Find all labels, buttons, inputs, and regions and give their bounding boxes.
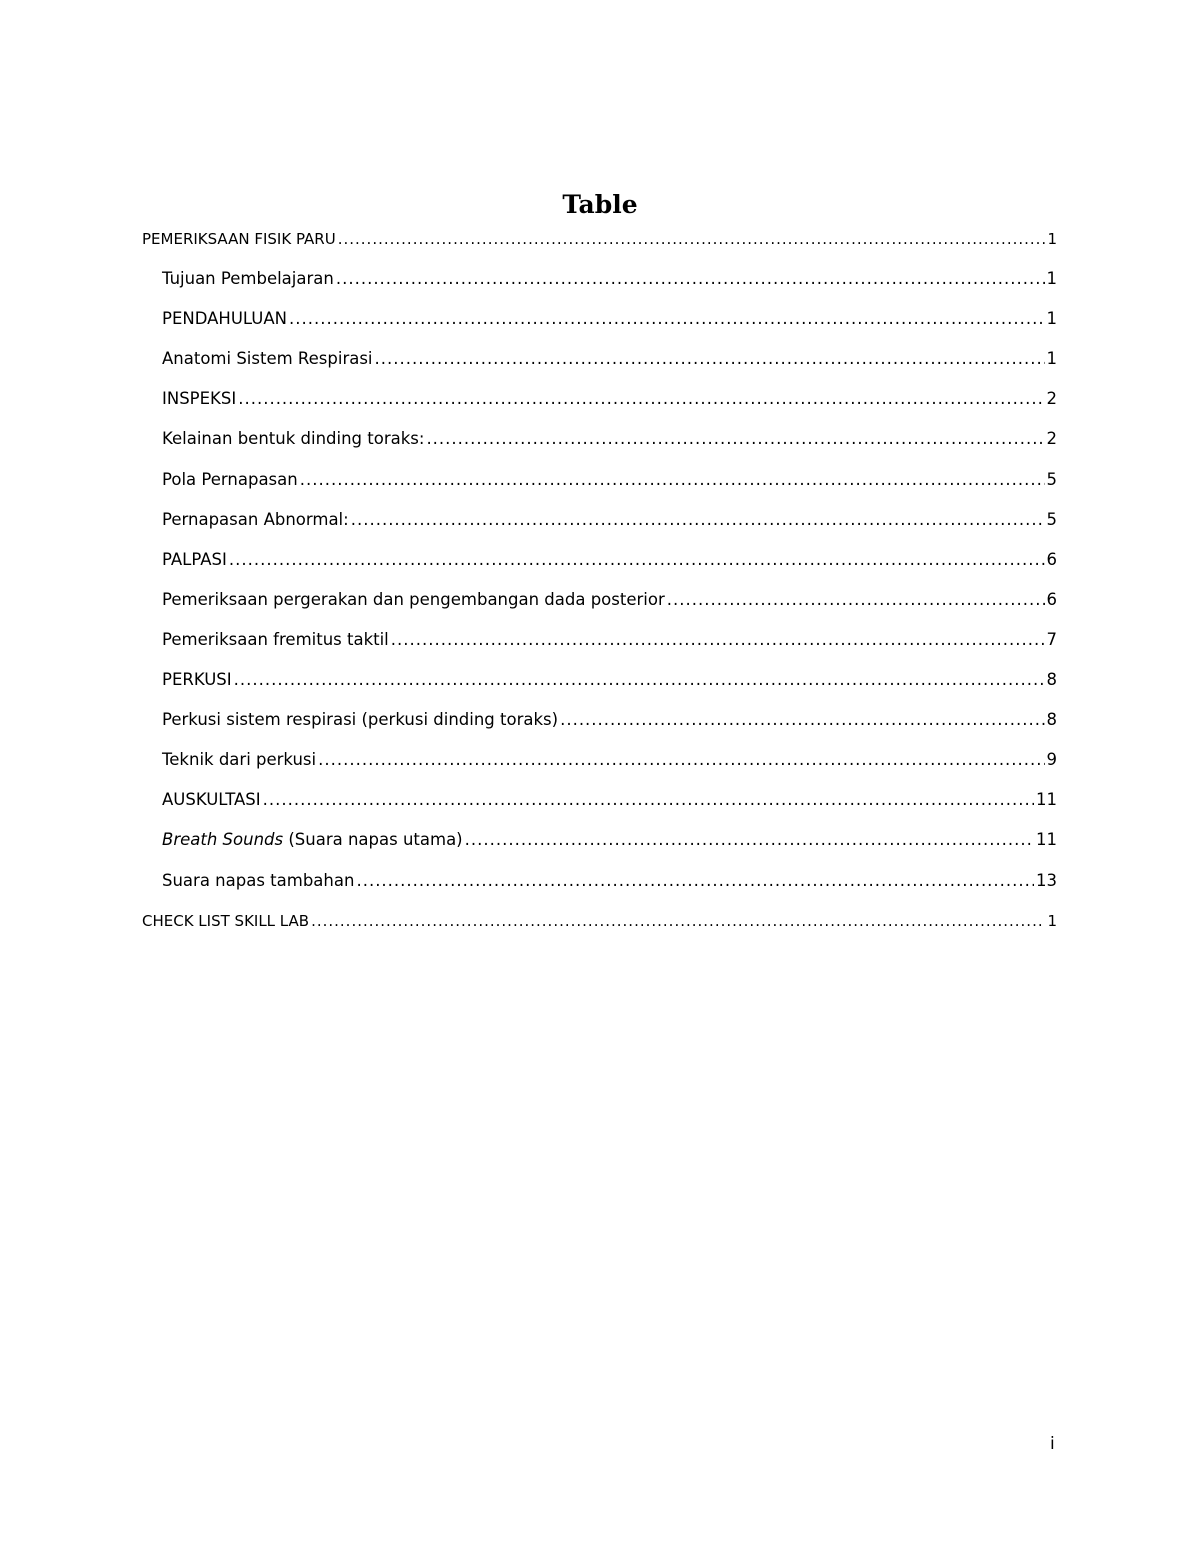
- toc-dot-leader: [351, 507, 1045, 533]
- toc-dot-leader: [263, 787, 1034, 813]
- toc-dot-leader: [318, 747, 1044, 773]
- toc-entry-page: 6: [1046, 589, 1057, 609]
- toc-entry-breath-sounds[interactable]: [142, 827, 1057, 867]
- toc-dot-leader: [426, 426, 1044, 452]
- toc-entry-label: Pola Pernapasan: [162, 469, 298, 489]
- toc-entry-page: 7: [1046, 629, 1057, 649]
- toc-entry-auskultasi[interactable]: [142, 787, 1057, 827]
- toc-dot-leader: [311, 908, 1045, 934]
- toc-entry-kelainan-bentuk-dinding-toraks[interactable]: [142, 426, 1057, 466]
- toc-entry-page: 1: [1046, 309, 1057, 329]
- toc-entry-perkusi-sistem-respirasi[interactable]: [142, 707, 1057, 747]
- toc-entry-label-italic: Breath Sounds: [162, 830, 284, 850]
- toc-entry-page: 5: [1046, 509, 1057, 529]
- toc-dot-leader: [238, 386, 1044, 412]
- toc-entry-page: 6: [1046, 549, 1057, 569]
- toc-dot-leader: [375, 346, 1045, 372]
- toc-dot-leader: [300, 467, 1045, 493]
- toc-entry-anatomi-sistem-respirasi[interactable]: [142, 346, 1057, 386]
- table-of-contents: [142, 226, 1057, 948]
- toc-entry-page: 1: [1047, 230, 1057, 248]
- toc-entry-label: CHECK LIST SKILL LAB: [142, 911, 310, 930]
- toc-entry-page: 2: [1046, 429, 1057, 449]
- toc-entry-palpasi[interactable]: [142, 547, 1057, 587]
- toc-entry-page: 11: [1036, 830, 1057, 850]
- toc-entry-page: 1: [1046, 349, 1057, 369]
- toc-entry-label: Pemeriksaan pergerakan dan pengembangan dada posterior: [162, 589, 665, 609]
- toc-entry-inspeksi[interactable]: [142, 386, 1057, 426]
- toc-entry-label: Pernapasan Abnormal:: [162, 509, 349, 529]
- toc-entry-label-rest: (Suara napas utama): [283, 830, 463, 850]
- toc-entry-label: PERKUSI: [162, 670, 232, 690]
- toc-entry-page: 13: [1036, 870, 1057, 890]
- toc-entry-page: 8: [1046, 670, 1057, 690]
- toc-entry-page: 1: [1046, 269, 1057, 289]
- toc-entry-check-list-skill-lab[interactable]: [142, 908, 1057, 948]
- toc-dot-leader: [229, 547, 1045, 573]
- toc-entry-label: Teknik dari perkusi: [162, 750, 317, 770]
- toc-entry-pernapasan-abnormal[interactable]: [142, 507, 1057, 547]
- toc-dot-leader: [336, 266, 1045, 292]
- toc-dot-leader: [560, 707, 1044, 733]
- toc-entry-label: AUSKULTASI: [162, 790, 261, 810]
- toc-entry-label: Anatomi Sistem Respirasi: [162, 349, 373, 369]
- page-number: i: [1050, 1434, 1055, 1454]
- toc-entry-label: Pemeriksaan fremitus taktil: [162, 629, 389, 649]
- toc-dot-leader: [356, 868, 1034, 894]
- toc-entry-label: PEMERIKSAAN FISIK PARU: [142, 230, 336, 248]
- toc-entry-page: 11: [1036, 790, 1057, 810]
- toc-dot-leader: [234, 667, 1045, 693]
- toc-entry-page: 1: [1047, 911, 1057, 930]
- toc-entry-label: Suara napas tambahan: [162, 870, 355, 890]
- toc-dot-leader: [465, 827, 1034, 853]
- toc-entry-page: 5: [1046, 469, 1057, 489]
- toc-dot-leader: [289, 306, 1045, 332]
- toc-entry-label: Kelainan bentuk dinding toraks:: [162, 429, 425, 449]
- toc-entry-pemeriksaan-pergerakan[interactable]: [142, 587, 1057, 627]
- toc-entry-perkusi[interactable]: [142, 667, 1057, 707]
- toc-entry-teknik-dari-perkusi[interactable]: [142, 747, 1057, 787]
- toc-entry-pola-pernapasan[interactable]: [142, 467, 1057, 507]
- toc-entry-page: 9: [1046, 750, 1057, 770]
- toc-entry-pemeriksaan-fremitus-taktil[interactable]: [142, 627, 1057, 667]
- toc-entry-page: 8: [1046, 710, 1057, 730]
- toc-dot-leader: [391, 627, 1045, 653]
- toc-entry-tujuan-pembelajaran[interactable]: [142, 266, 1057, 306]
- toc-title: Table: [562, 190, 638, 219]
- toc-entry-label: PALPASI: [162, 549, 227, 569]
- toc-entry-label: INSPEKSI: [162, 389, 237, 409]
- toc-entry-suara-napas-tambahan[interactable]: [142, 868, 1057, 908]
- toc-entry-label: [162, 827, 463, 853]
- toc-entry-label: Perkusi sistem respirasi (perkusi dinding toraks): [162, 710, 559, 730]
- toc-entry-page: 2: [1046, 389, 1057, 409]
- toc-dot-leader: [338, 226, 1046, 252]
- toc-dot-leader: [667, 587, 1045, 613]
- toc-entry-pendahuluan[interactable]: [142, 306, 1057, 346]
- toc-entry-label: Tujuan Pembelajaran: [162, 269, 334, 289]
- toc-entry-label: PENDAHULUAN: [162, 309, 287, 329]
- toc-entry-pemeriksaan-fisik-paru[interactable]: [142, 226, 1057, 266]
